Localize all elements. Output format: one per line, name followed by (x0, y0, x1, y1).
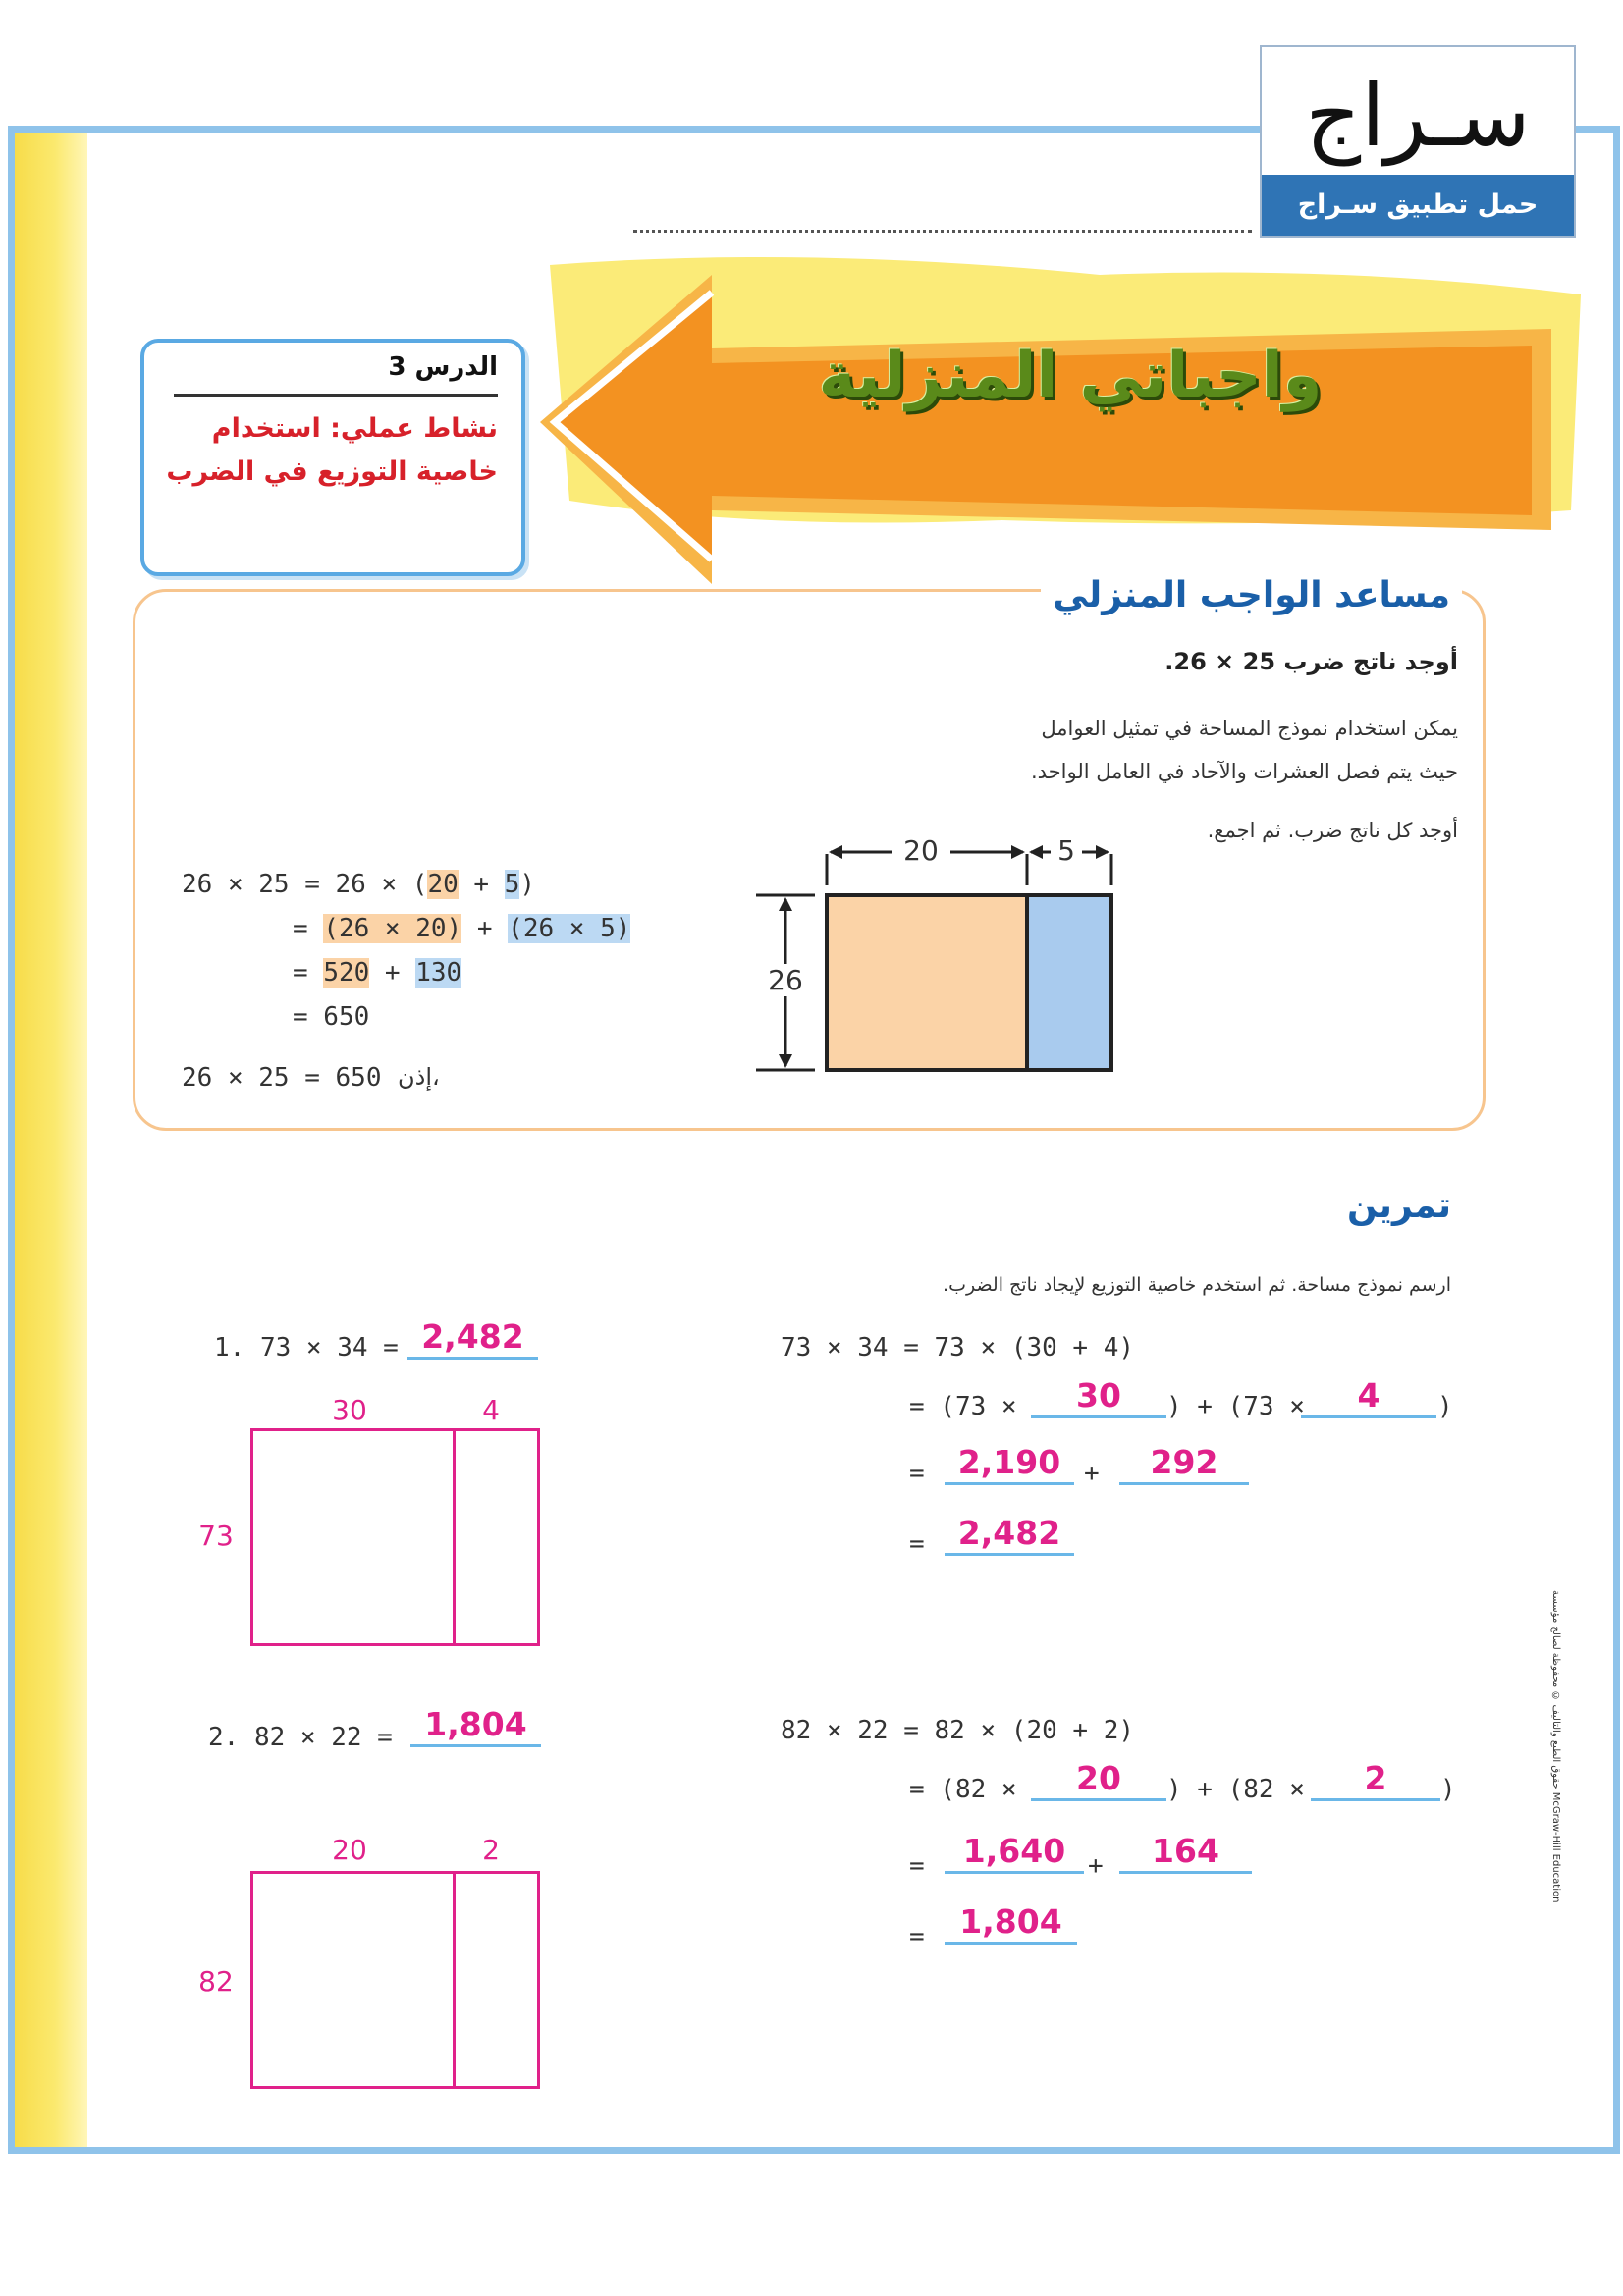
problem-1-line-1: 73 × 34 = 73 × (30 + 4) (781, 1333, 1135, 1362)
step-1-plus: + (458, 870, 505, 899)
brand-wordmark: سـراج (1305, 65, 1531, 166)
problem-1-line-3-eq: = (909, 1459, 925, 1488)
practice-title: تمرين (1347, 1186, 1451, 1226)
problem-1-partial-2-input[interactable]: 292 (1119, 1443, 1249, 1485)
problem-2-line-2-prefix: = (82 × (909, 1775, 1017, 1804)
step-1-ones: 5 (504, 870, 520, 899)
step-2-plus: + (461, 914, 509, 943)
final-expression: 26 × 25 = 650 (182, 1063, 382, 1093)
step-2-ones-product: (26 × 5) (508, 914, 631, 943)
step-1-prefix: 26 × 25 = 26 × ( (182, 870, 428, 899)
step-2 (293, 914, 630, 943)
banner-title: واجباتي المنزلية (818, 340, 1323, 412)
step-1-close: ) (519, 870, 536, 899)
step-3-ones-value: 130 (415, 958, 462, 988)
problem-1-line-4-eq: = (909, 1529, 925, 1559)
homework-helper-title: مساعد الواجب المنزلي (1041, 575, 1462, 615)
problem-1-ones-input[interactable]: 4 (1301, 1376, 1436, 1418)
problem-2-label: 2. 82 × 22 = (208, 1723, 393, 1752)
problem-2-total-input[interactable]: 1,804 (945, 1902, 1077, 1945)
problem-1-side: 73 (198, 1520, 234, 1552)
problem-1-line-2-end: ) (1437, 1392, 1453, 1421)
problem-1-total-input[interactable]: 2,482 (945, 1514, 1074, 1556)
problem-2-side: 82 (198, 1965, 234, 1998)
problem-1-top-tens: 30 (332, 1394, 367, 1426)
brand-logo[interactable] (1260, 45, 1576, 238)
problem-2-answer[interactable]: 1,804 (410, 1705, 541, 1747)
diagram-width-tens: 20 (892, 834, 950, 867)
step-1 (182, 870, 535, 899)
step-2-eq: = (293, 914, 324, 943)
problem-2-line-2-end: ) (1440, 1775, 1456, 1804)
problem-2-line-1: 82 × 22 = 82 × (20 + 2) (781, 1716, 1135, 1745)
problem-2-top-tens: 20 (332, 1834, 367, 1866)
helper-prompt: أوجد ناتج ضرب 25 × 26. (1164, 648, 1458, 675)
problem-1-divider (453, 1428, 456, 1646)
problem-2-line-3-eq: = (909, 1851, 925, 1881)
problem-2-partial-2-input[interactable]: 164 (1119, 1832, 1252, 1874)
problem-1-line-2-mid: ) + (73 × (1166, 1392, 1305, 1421)
lesson-divider (174, 394, 498, 397)
diagram-height: 26 (764, 964, 807, 996)
problem-1-partial-1-input[interactable]: 2,190 (945, 1443, 1074, 1485)
problem-1-top-ones: 4 (482, 1394, 500, 1426)
diagram-width-ones: 5 (1051, 834, 1082, 867)
helper-description-3: أوجد كل ناتج ضرب. ثم اجمع. (1207, 819, 1458, 842)
final-label: إذن، (398, 1063, 440, 1091)
brand-tagline: حمل تطبيق سـراج (1262, 175, 1574, 236)
problem-2-area-model[interactable] (250, 1871, 540, 2089)
practice-instruction: ارسم نموذج مساحة. ثم استخدم خاصية التوزيع لإيجاد ناتج الضرب. (943, 1274, 1451, 1296)
problem-1-label: 1. 73 × 34 = (214, 1333, 399, 1362)
problem-2-ones-input[interactable]: 2 (1311, 1759, 1440, 1801)
problem-2-line-3-plus: + (1088, 1851, 1104, 1881)
step-3 (293, 958, 461, 988)
step-3-eq: = (293, 958, 324, 988)
copyright-note: حقوق الطبع والتأليف © محفوظة لصالح مؤسسة McGraw-Hill Education (1550, 1590, 1561, 1903)
problem-2-tens-input[interactable]: 20 (1031, 1759, 1166, 1801)
lesson-number: الدرس 3 (388, 352, 498, 382)
step-1-tens: 20 (427, 870, 459, 899)
side-decoration (15, 133, 87, 2147)
step-3-tens-value: 520 (323, 958, 370, 988)
problem-1-tens-input[interactable]: 30 (1031, 1376, 1166, 1418)
lesson-title: نشاط عملي: استخدام خاصية التوزيع في الضرب (166, 413, 498, 487)
problem-2-partial-1-input[interactable]: 1,640 (945, 1832, 1084, 1874)
problem-2-top-ones: 2 (482, 1834, 500, 1866)
problem-2-line-4-eq: = (909, 1922, 925, 1951)
helper-description-2: حيث يتم فصل العشرات والآحاد في العامل الواحد. (1030, 760, 1458, 783)
helper-description-1: يمكن استخدام نموذج المساحة في تمثيل العوامل (1041, 717, 1458, 740)
lesson-box (140, 339, 525, 576)
problem-2-line-2-mid: ) + (82 × (1166, 1775, 1305, 1804)
step-3-plus: + (369, 958, 416, 988)
problem-1-line-2-prefix: = (73 × (909, 1392, 1017, 1421)
problem-1-line-3-plus: + (1084, 1459, 1100, 1488)
step-2-tens-product: (26 × 20) (323, 914, 462, 943)
problem-1-area-model[interactable] (250, 1428, 540, 1646)
problem-2-divider (453, 1871, 456, 2089)
problem-1-answer[interactable]: 2,482 (407, 1317, 538, 1360)
step-4: = 650 (293, 1002, 370, 1032)
dotted-rule (633, 230, 1252, 233)
banner-arrow (511, 236, 1591, 628)
